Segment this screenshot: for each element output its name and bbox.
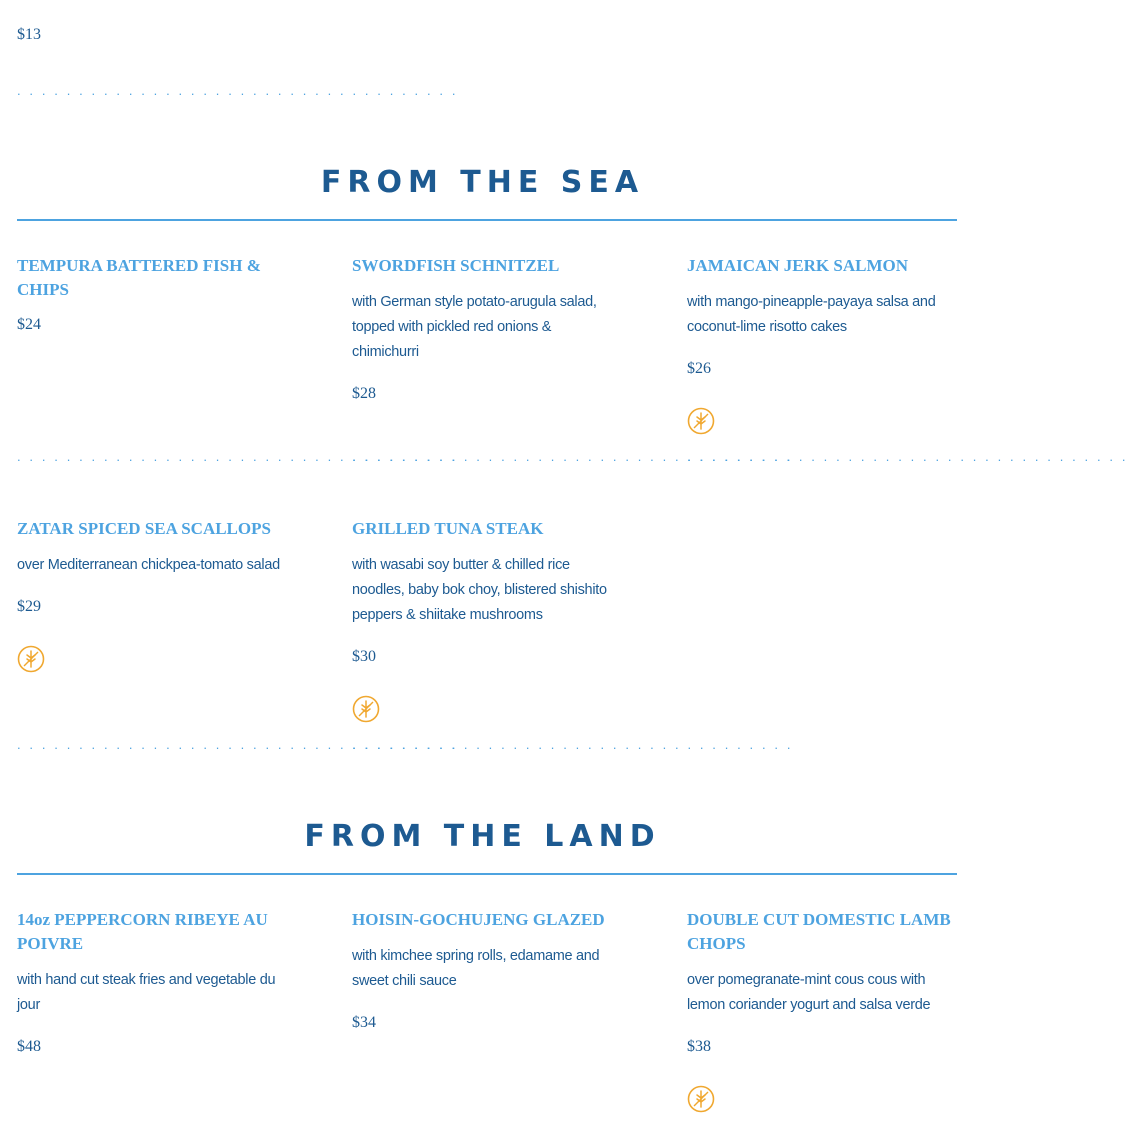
dotted-divider: . . . . . . . . . . . . . . . . . . . . . . . . . . . . . . . . . . . .: [17, 449, 459, 464]
item-title: HOISIN-GOCHUJENG GLAZED: [352, 910, 605, 929]
section-title-land: FROM THE LAND: [304, 819, 661, 854]
gluten-free-icon: [352, 695, 380, 728]
dotted-divider: . . . . . . . . . . . . . . . . . . . . . . . . . . . . . . . . . . . .: [352, 449, 794, 464]
item-desc: with wasabi soy butter & chilled rice noodles, baby bok choy, blistered shishito peppers & shiitake mushrooms: [352, 557, 607, 623]
section-title-sea: FROM THE SEA: [320, 165, 645, 200]
gluten-free-icon: [687, 1085, 715, 1118]
item-title: SWORDFISH SCHNITZEL: [352, 256, 560, 275]
dotted-divider: . . . . . . . . . . . . . . . . . . . . . . . . . . . . . . . . . . . .: [352, 737, 794, 752]
item-desc: over Mediterranean chickpea-tomato salad: [17, 557, 280, 573]
item-price: $30: [352, 648, 376, 665]
item-desc: over pomegranate-mint cous cous with lemon coriander yogurt and salsa verde: [687, 972, 931, 1013]
section-rule: [17, 873, 957, 875]
item-price: $38: [687, 1038, 711, 1055]
item-desc: with German style potato-arugula salad, topped with pickled red onions & chimichurri: [352, 294, 597, 360]
item-title: GRILLED TUNA STEAK: [352, 519, 544, 538]
item-price: $48: [17, 1038, 41, 1055]
section-rule: [17, 219, 957, 221]
item-price: $29: [17, 598, 41, 615]
gluten-free-icon: [687, 407, 715, 440]
dotted-divider: . . . . . . . . . . . . . . . . . . . . . . . . . . . . . . . . . . . .: [17, 83, 459, 98]
item-desc: with kimchee spring rolls, edamame and sweet chili sauce: [352, 948, 600, 989]
dotted-divider: . . . . . . . . . . . . . . . . . . . . . . . . . . . . . . . . . . . .: [17, 737, 459, 752]
gluten-free-icon: [17, 645, 45, 678]
item-title: DOUBLE CUT DOMESTIC LAMB CHOPS: [687, 910, 951, 953]
item-title: JAMAICAN JERK SALMON: [687, 256, 908, 275]
item-price: $13: [17, 26, 41, 43]
item-desc: with hand cut steak fries and vegetable du jour: [17, 972, 276, 1013]
item-title: ZATAR SPICED SEA SCALLOPS: [17, 519, 271, 538]
dotted-divider: . . . . . . . . . . . . . . . . . . . . . . . . . . . . . . . . . . . .: [687, 449, 1128, 464]
item-desc: with mango-pineapple-payaya salsa and coconut-lime risotto cakes: [687, 294, 936, 335]
item-price: $28: [352, 385, 376, 402]
item-title: TEMPURA BATTERED FISH & CHIPS: [17, 256, 261, 299]
item-title: 14oz PEPPERCORN RIBEYE AU POIVRE: [17, 910, 268, 953]
item-price: $24: [17, 316, 41, 333]
item-price: $34: [352, 1014, 376, 1031]
item-price: $26: [687, 360, 711, 377]
